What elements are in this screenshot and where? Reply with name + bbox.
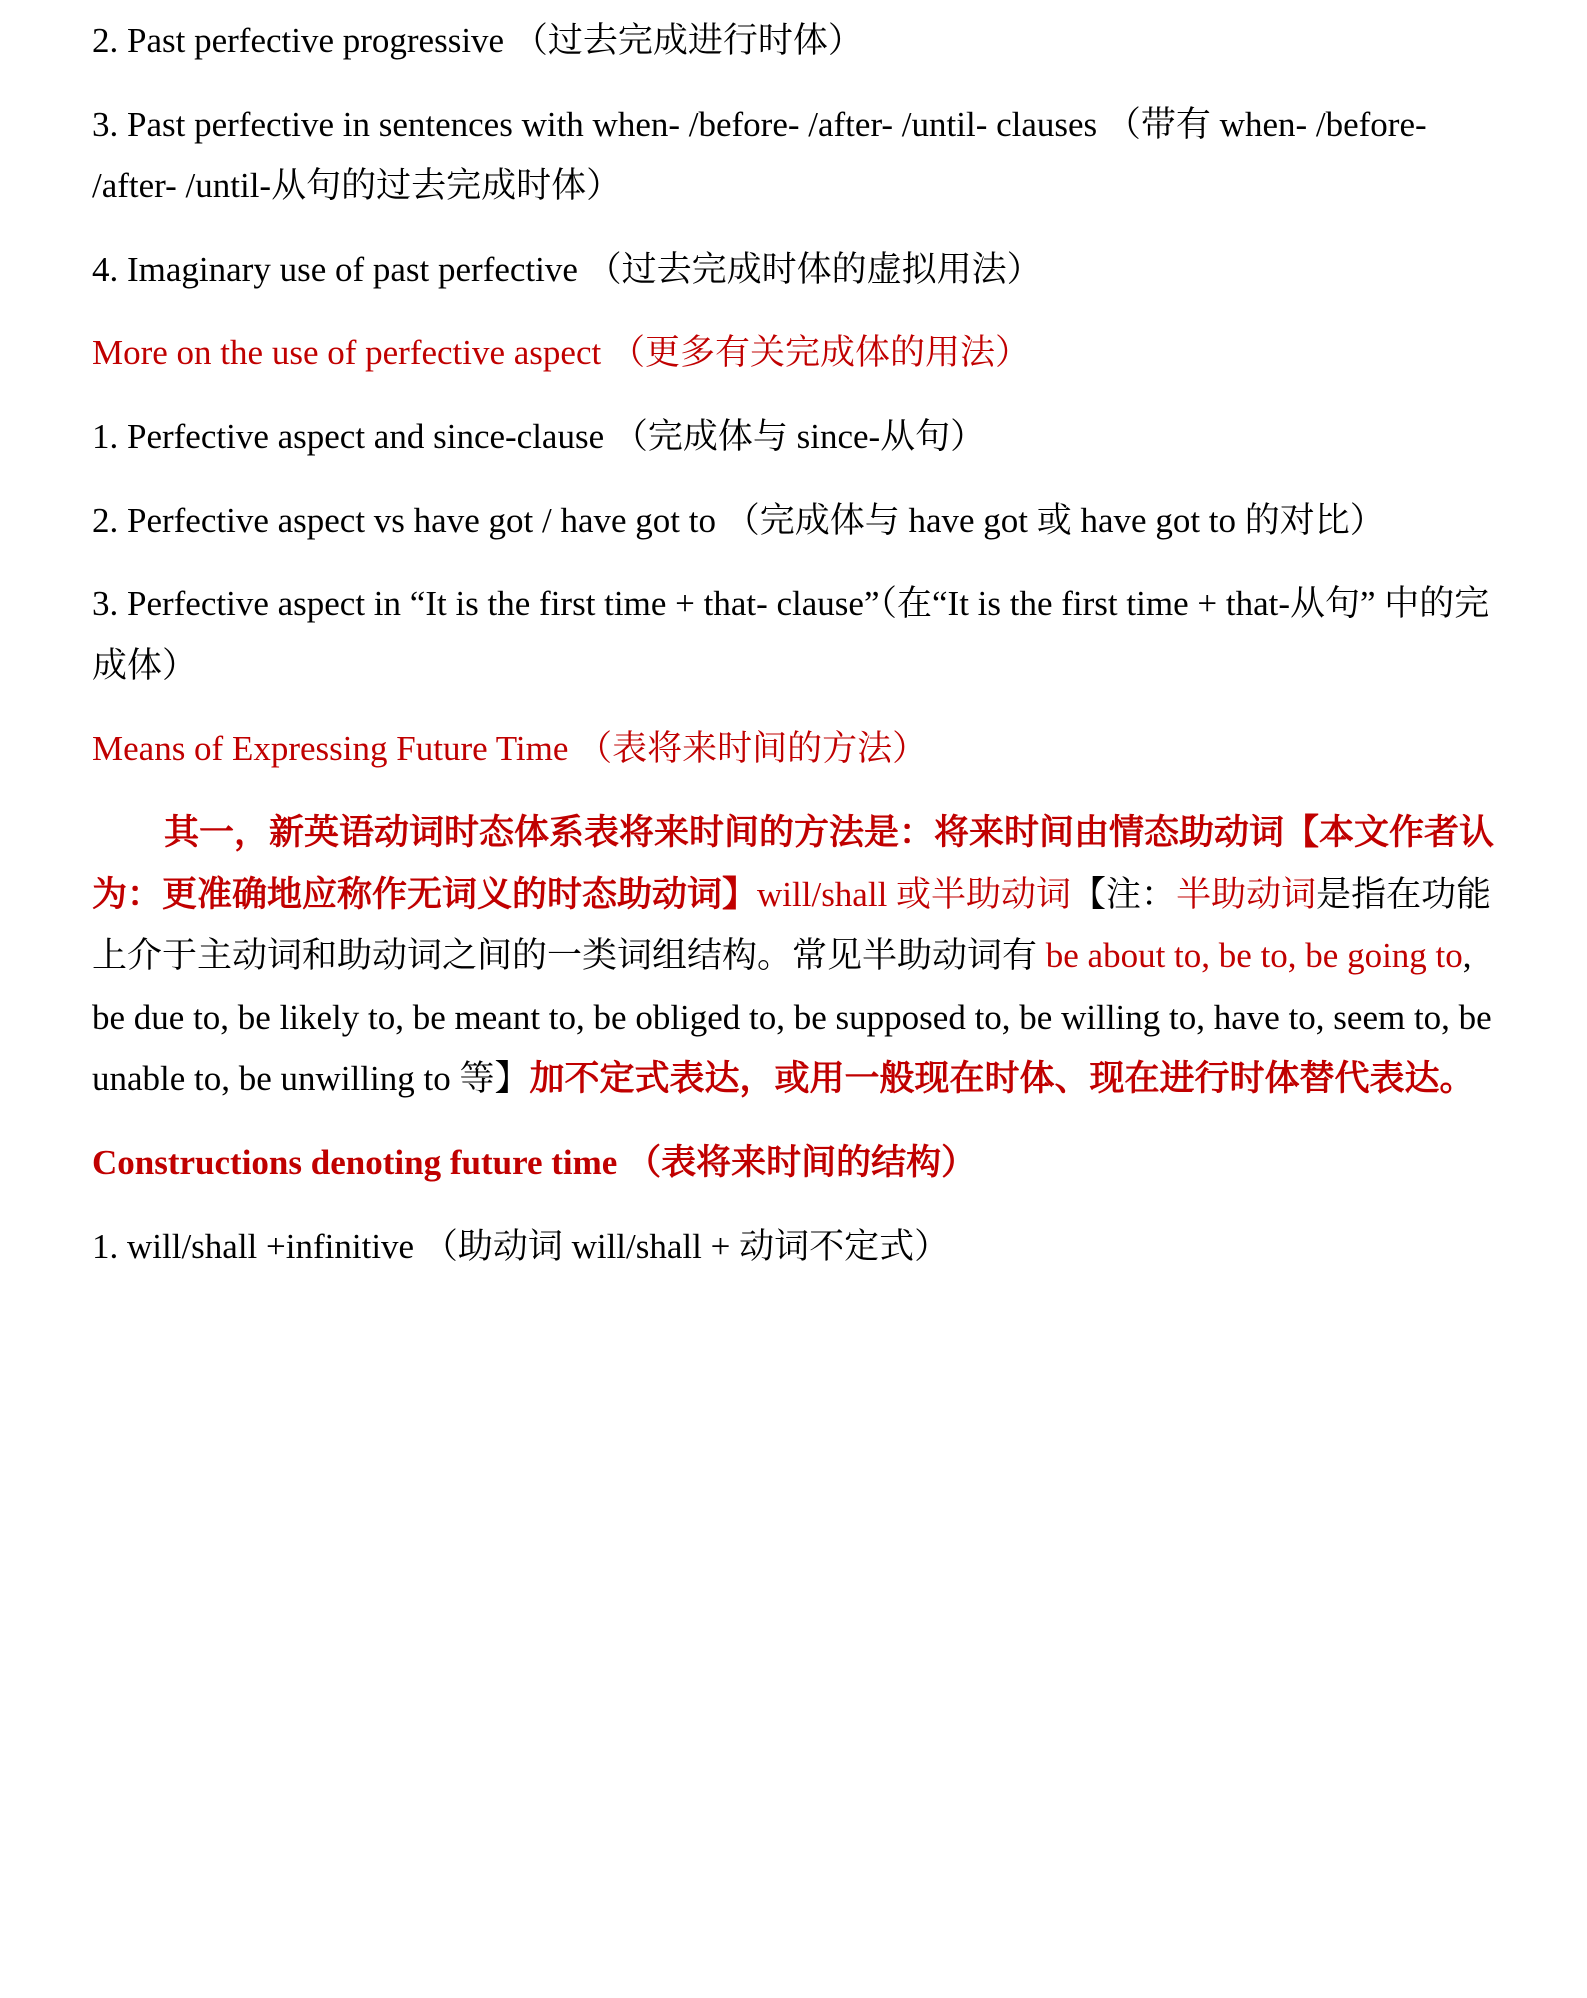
future-text-segment-6: be about to, be to, be going to: [1045, 936, 1463, 976]
future-text-segment-3: 【注：: [1071, 874, 1177, 914]
heading-more-on-perfective-aspect: More on the use of perfective aspect （更多有关完成体的用法）: [92, 333, 1030, 373]
list-item-past-perfective-clauses: 3. Past perfective in sentences with when- /before- /after- /until- clauses （带有 when- /before- /after- /until-从句的过去完成时体）: [92, 104, 1427, 206]
list-item-past-perfective-progressive: 2. Past perfective progressive （过去完成进行时体）: [92, 21, 863, 60]
future-text-segment-1: 其一，新英语动词时态体系表将来时间的方法是：将来时间由情态助动词【本文作者认为：更准确地应称作无词义的时态助动词】: [92, 812, 1495, 914]
paragraph-future-time-explanation: [92, 802, 1495, 1110]
list-item-perfective-first-time: 3. Perfective aspect in “It is the first time + that- clause”（在“It is the first time + that-从句” 中的完成体）: [92, 584, 1490, 685]
future-text-segment-2: will/shall 或半助动词: [757, 874, 1072, 914]
future-text-segment-8: 加不定式表达，或用一般现在时体、现在进行时体替代表达。: [529, 1059, 1475, 1099]
heading-means-expressing-future-time: Means of Expressing Future Time （表将来时间的方法）: [92, 729, 928, 769]
list-item-imaginary-use: 4. Imaginary use of past perfective （过去完成时体的虚拟用法）: [92, 249, 1042, 289]
future-text-segment-5: 是指在功能上介于主动词和助动词之间的一类词组结构。常见半助动词有: [92, 874, 1492, 976]
list-item-perfective-since-clause: 1. Perfective aspect and since-clause （完成体与 since-从句）: [92, 416, 986, 456]
list-item-perfective-have-got: 2. Perfective aspect vs have got / have got to （完成体与 have got 或 have got to 的对比）: [92, 500, 1385, 540]
future-text-segment-4: 半助动词: [1176, 874, 1317, 914]
future-text-segment-7: , be due to, be likely to, be meant to, be obliged to, be supposed to, be willing to, have to, seem to, be unable to, be unwilling to 等】: [92, 936, 1492, 1099]
list-item-will-shall-infinitive: 1. will/shall +infinitive （助动词 will/shall + 动词不定式）: [92, 1226, 950, 1266]
heading-constructions-future-time: Constructions denoting future time （表将来时间的结构）: [92, 1142, 977, 1182]
